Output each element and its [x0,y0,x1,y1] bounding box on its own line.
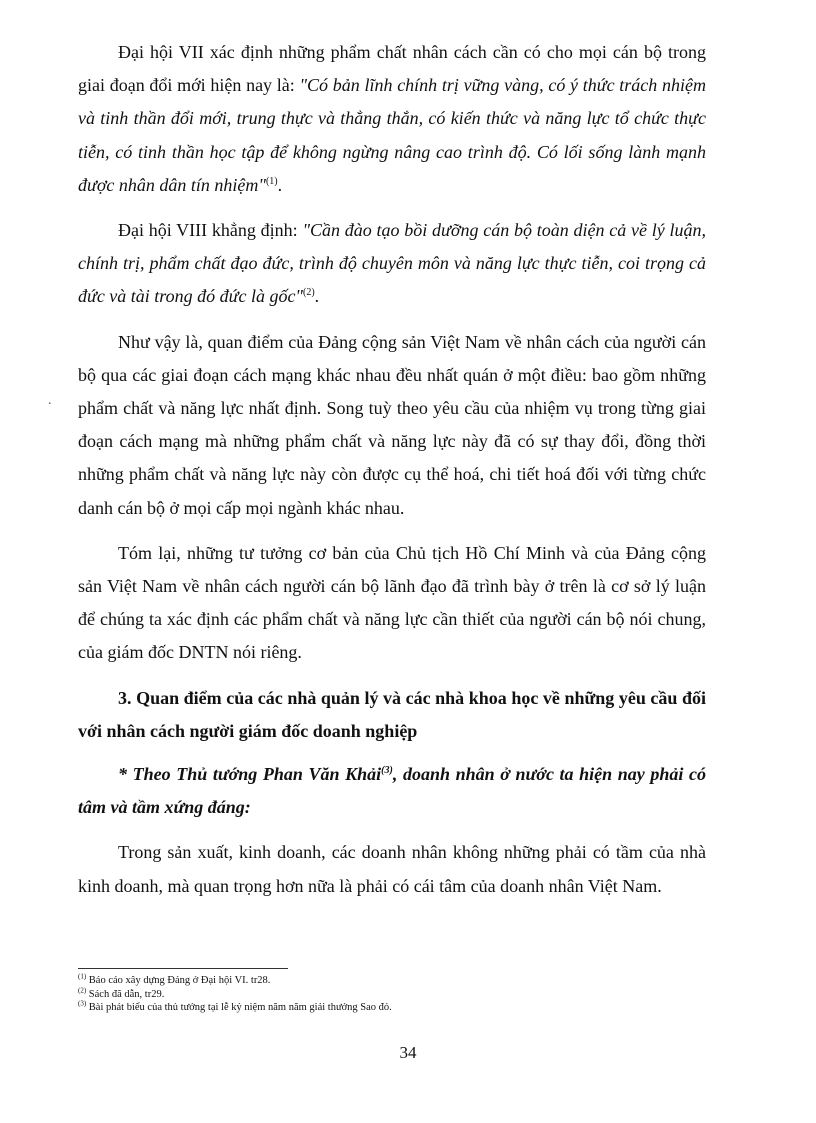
footnote-mark: (1) [78,972,87,981]
document-body [78,36,706,903]
paragraph-dai-hoi-vii [78,36,706,202]
paragraph-tom-lai: Tóm lại, những tư tưởng cơ bản của Chủ tịch Hồ Chí Minh và của Đảng cộng sản Việt Nam về nhân cách người cán bộ lãnh đạo đã trình bày ở trên là cơ sở lý luận để chúng ta xác định các phẩm chất và năng lực cần thiết của người cán bộ nói chung, của giám đốc DNTN nói riêng. [78,542,706,663]
section-heading: 3. Quan điểm của các nhà quản lý và các nhà khoa học về những yêu cầu đối với nhân cách người giám đốc doanh nghiệp [78,687,706,741]
paragraph-text: Đại hội VIII khẳng định: [118,220,303,241]
scan-speck: . [48,393,52,408]
footnote-item [78,1001,678,1015]
footnote-item [78,974,678,988]
paragraph-end: . [277,174,283,195]
footnote-text: Bài phát biểu của thủ tướng tại lễ kỷ niệm năm năm giải thưởng Sao đỏ. [86,1002,392,1013]
footnotes [78,974,678,1015]
footnote-reference[interactable]: (1) [265,175,278,187]
footnote-divider [78,968,288,969]
footnote-reference[interactable]: (2) [303,287,315,299]
footnote-item [78,988,678,1002]
paragraph-text: Đại hội VII xác định những phẩm chất nhân cách cần có cho mọi cán bộ trong giai đoạn đổi mới hiện nay là: [78,42,706,96]
page-number: 34 [399,1043,417,1062]
quoted-text: "Cần đào tạo bồi dưỡng cán bộ toàn diện cả về lý luận, chính trị, phẩm chất đạo đức, trình độ chuyên môn và năng lực thực tiễn, coi trọng cả đức và tài trong đó đức là gốc" [78,220,707,307]
subheading-text: * Theo Thủ tướng Phan Văn Khải [118,764,382,785]
footnote-mark: (2) [78,986,87,994]
paragraph-quan-diem: Như vậy là, quan điểm của Đảng cộng sản Việt Nam về nhân cách của người cán bộ qua các giai đoạn cách mạng khác nhau đều nhất quán ở một điều: bao gồm những phẩm chất và năng lực nhất định. Song tuỳ theo yêu cầu của nhiệm vụ trong từng giai đoạn cách mạng mà những phẩm chất và năng lực này đã có sự thay đổi, đồng thời những phẩm chất và năng lực này còn được cụ thể hoá, chi tiết hoá đối với từng chức danh cán bộ ở mọi cấp mọi ngành khác nhau. [78,331,706,518]
quoted-text: "Có bản lĩnh chính trị vững vàng, có ý thức trách nhiệm và tinh thần đổi mới, trung thực và thẳng thắn, có kiến thức và năng lực tổ chức thực tiễn, có tinh thần học tập để không ngừng nâng cao trình độ. Có lối sống lành mạnh được nhân dân tín nhiệm" [78,75,706,195]
footnote-text: Báo cáo xây dựng Đảng ở Đại hội VI. tr28. [86,975,271,986]
subheading-phan-van-khai [78,758,706,824]
footnote-mark: (3) [78,999,87,1008]
footnote-text: Sách đã dẫn, tr29. [86,988,165,1000]
subheading-text: , doanh nhân ở nước ta hiện nay phải có tâm và tầm xứng đáng: [78,764,706,818]
footnote-reference[interactable]: (3) [381,765,393,777]
paragraph-san-xuat: Trong sản xuất, kinh doanh, các doanh nhân không những phải có tầm của nhà kinh doanh, mà quan trọng hơn nữa là phải có cái tâm của doanh nhân Việt Nam. [78,842,706,896]
paragraph-dai-hoi-viii [78,214,706,314]
paragraph-end: . [314,286,320,307]
